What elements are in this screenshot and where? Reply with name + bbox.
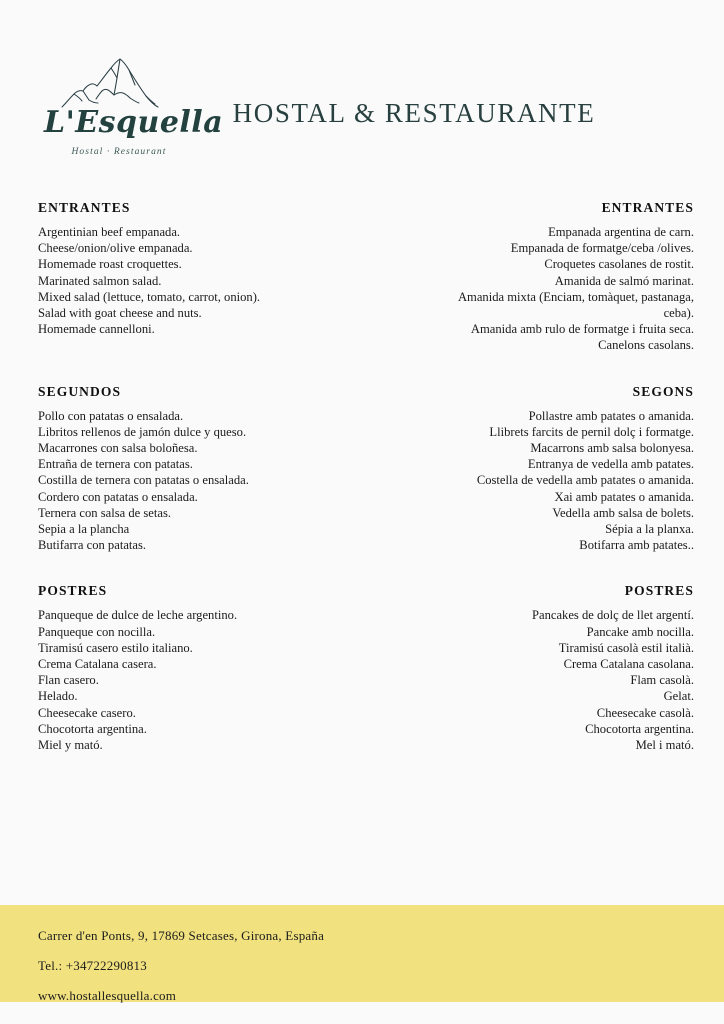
dish-item: Libritos rellenos de jamón dulce y queso. bbox=[38, 424, 247, 439]
footer-address: Carrer d'en Ponts, 9, 17869 Setcases, Girona, España bbox=[38, 928, 325, 943]
dish-item: Crema Catalana casolana. bbox=[563, 657, 694, 672]
brand-tagline: Hostal · Restaurant bbox=[71, 147, 167, 157]
dish-item: Marinated salmon salad. bbox=[38, 273, 162, 288]
dish-item: Canelons casolans. bbox=[598, 338, 694, 353]
dish-item: Panqueque con nocilla. bbox=[38, 624, 156, 639]
dish-item: Pancake amb nocilla. bbox=[586, 624, 694, 639]
dish-item: Llibrets farcits de pernil dolç i formatge. bbox=[489, 424, 694, 439]
dish-item: Cordero con patatas o ensalada. bbox=[38, 489, 198, 504]
brand-logo bbox=[44, 50, 224, 157]
dish-item: Macarrones con salsa boloñesa. bbox=[38, 441, 198, 456]
contact-footer bbox=[0, 905, 724, 1002]
section-heading-ca: POSTRES bbox=[624, 583, 694, 599]
dish-list-es-desserts bbox=[38, 607, 368, 753]
dish-list-es-mains bbox=[38, 408, 368, 554]
dish-item: Tiramisú casero estilo italiano. bbox=[38, 640, 193, 655]
dish-item: Salad with goat cheese and nuts. bbox=[38, 306, 202, 321]
mountain-line-art-icon bbox=[56, 50, 182, 112]
dish-item: Gelat. bbox=[663, 689, 694, 704]
section-spacer bbox=[0, 553, 724, 583]
dish-item: Entranya de vedella amb patates. bbox=[527, 457, 694, 472]
page-title: HOSTAL & RESTAURANTE bbox=[232, 98, 596, 128]
footer-website[interactable]: www.hostallesquella.com bbox=[38, 988, 177, 1003]
dish-item: Sepia a la plancha bbox=[38, 522, 130, 537]
dish-item: Cheesecake casero. bbox=[38, 705, 136, 720]
dish-item: Sépia a la planxa. bbox=[605, 522, 694, 537]
dish-item: Flam casolà. bbox=[630, 673, 694, 688]
dish-item: Pollo con patatas o ensalada. bbox=[38, 408, 184, 423]
dish-item: Mel i mató. bbox=[635, 738, 694, 753]
section-heading-es: SEGUNDOS bbox=[38, 383, 122, 399]
dish-list-ca-mains bbox=[429, 408, 694, 554]
dish-item: Macarrons amb salsa bolonyesa. bbox=[530, 441, 694, 456]
menu-section-starters bbox=[0, 200, 724, 354]
dish-item: Helado. bbox=[38, 689, 78, 704]
dish-item: Tiramisú casolà estil italià. bbox=[558, 640, 694, 655]
dish-item: Chocotorta argentina. bbox=[38, 721, 147, 736]
dish-item: Amanida amb rulo de formatge i fruita seca. bbox=[470, 322, 694, 337]
dish-list-es-starters bbox=[38, 224, 368, 354]
section-columns-desserts bbox=[0, 607, 724, 753]
dish-item: Butifarra con patatas. bbox=[38, 538, 147, 553]
section-heading-es: POSTRES bbox=[38, 583, 108, 599]
dish-item: Chocotorta argentina. bbox=[585, 721, 694, 736]
dish-item: Homemade roast croquettes. bbox=[38, 257, 182, 272]
dish-item: Ternera con salsa de setas. bbox=[38, 505, 172, 520]
brand-name: L'Esquella bbox=[44, 105, 224, 140]
dish-item: Mixed salad (lettuce, tomato, carrot, onion). bbox=[38, 289, 261, 304]
section-heading-es: ENTRANTES bbox=[38, 200, 131, 215]
dish-item: Amanida de salmó marinat. bbox=[554, 273, 694, 288]
section-heading-starters bbox=[0, 200, 724, 224]
dish-item: Pollastre amb patates o amanida. bbox=[528, 408, 694, 423]
dish-item: Homemade cannelloni. bbox=[38, 322, 155, 337]
dish-item: Xai amb patates o amanida. bbox=[554, 489, 694, 504]
dish-item: Argentinian beef empanada. bbox=[38, 225, 181, 239]
dish-list-ca-starters bbox=[429, 224, 694, 354]
dish-item: Empanada argentina de carn. bbox=[548, 225, 694, 239]
dish-item: Vedella amb salsa de bolets. bbox=[552, 505, 694, 520]
section-spacer bbox=[0, 354, 724, 384]
dish-item: Cheesecake casolà. bbox=[596, 705, 694, 720]
section-heading-mains bbox=[0, 384, 724, 408]
menu-section-mains bbox=[0, 384, 724, 554]
section-heading-ca: ENTRANTES bbox=[601, 200, 694, 215]
dish-item: Cheese/onion/olive empanada. bbox=[38, 241, 193, 256]
dish-item: Croquetes casolanes de rostit. bbox=[544, 257, 694, 272]
dish-item: Flan casero. bbox=[38, 673, 99, 688]
dish-item: Miel y mató. bbox=[38, 738, 103, 753]
dish-item: Costella de vedella amb patates o amanida. bbox=[476, 473, 694, 488]
menu-section-desserts bbox=[0, 583, 724, 753]
section-heading-desserts bbox=[0, 583, 724, 607]
dish-item: Panqueque de dulce de leche argentino. bbox=[38, 608, 238, 623]
section-columns-starters bbox=[0, 224, 724, 354]
section-heading-ca: SEGONS bbox=[632, 383, 694, 399]
page-header bbox=[0, 0, 724, 195]
dish-item: Botifarra amb patates.. bbox=[579, 538, 694, 553]
dish-item: Amanida mixta (Enciam, tomàquet, pastanaga, ceba). bbox=[457, 289, 694, 321]
dish-item: Costilla de ternera con patatas o ensalada. bbox=[38, 473, 249, 488]
section-columns-mains bbox=[0, 408, 724, 554]
dish-item: Empanada de formatge/ceba /olives. bbox=[510, 241, 694, 256]
menu-sections bbox=[0, 200, 724, 753]
dish-item: Pancakes de dolç de llet argentí. bbox=[531, 608, 694, 623]
dish-list-ca-desserts bbox=[429, 607, 694, 753]
dish-item: Entraña de ternera con patatas. bbox=[38, 457, 193, 472]
footer-phone[interactable]: Tel.: +34722290813 bbox=[38, 958, 147, 973]
dish-item: Crema Catalana casera. bbox=[38, 657, 157, 672]
